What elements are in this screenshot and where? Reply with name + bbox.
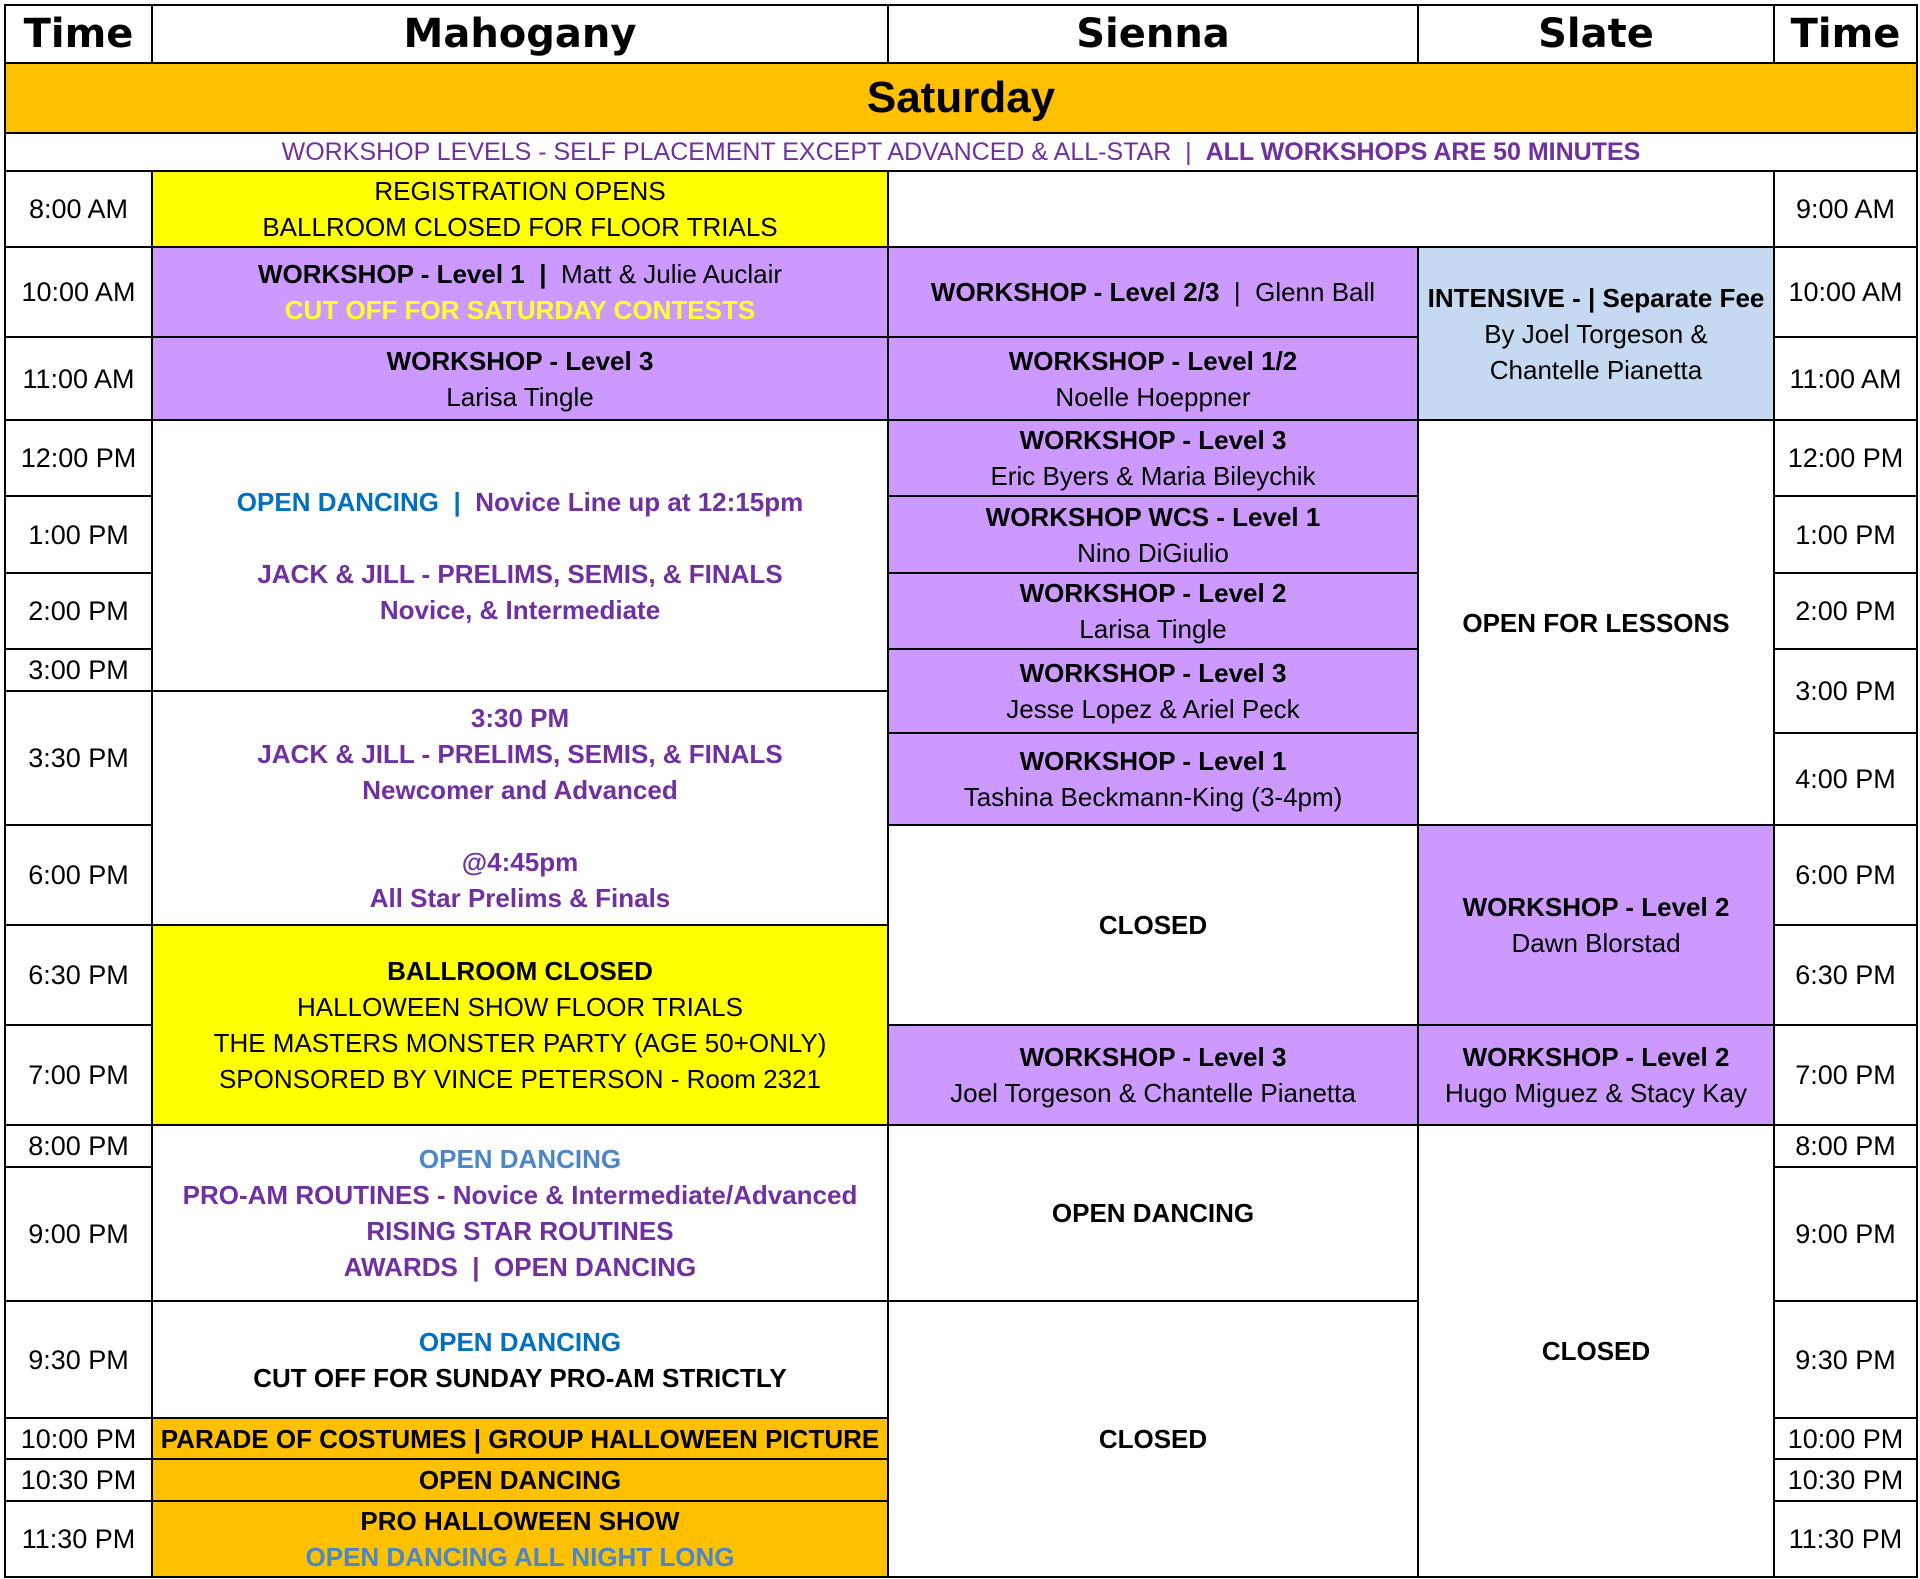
workshop-level3-block [888, 420, 1418, 496]
instructor: Tashina Beckmann-King (3-4pm) [963, 782, 1343, 812]
instructor: Noelle Hoeppner [1055, 381, 1251, 412]
time-right-cell: 6:30 PM [1774, 925, 1917, 1025]
time-right-cell: 6:00 PM [1774, 825, 1917, 925]
time-left-cell: 8:00 PM [5, 1125, 152, 1167]
workshop-level3-block [888, 1025, 1418, 1125]
ballroom-closed-block [152, 925, 888, 1125]
time-left-cell: 11:00 AM [5, 337, 152, 420]
jack-jill-levels: Novice, & Intermediate [379, 594, 661, 625]
ballroom-closed-title: BALLROOM CLOSED [387, 956, 653, 986]
novice-lineup: Novice Line up at 12:15pm [475, 486, 804, 517]
time-right-cell: 2:00 PM [1774, 573, 1917, 649]
time-right-cell: 8:00 PM [1774, 1125, 1917, 1167]
header-mahogany: Mahogany [152, 5, 888, 63]
workshop-title: WORKSHOP - Level 2 [1462, 892, 1730, 922]
instructor: Hugo Miguez & Stacy Kay [1444, 1078, 1748, 1108]
time-left-cell: 10:00 AM [5, 247, 152, 337]
workshop-title: WORKSHOP - Level 2 [1462, 1042, 1730, 1072]
instructor: Nino DiGiulio [1077, 537, 1229, 568]
note-separator: | [1185, 138, 1192, 166]
header-time-right: Time [1774, 5, 1917, 63]
evening-routines-block [152, 1125, 888, 1301]
time-left-cell: 10:00 PM [5, 1418, 152, 1459]
workshop-title: WORKSHOP - Level 2 [1019, 578, 1287, 608]
registration-block [152, 171, 888, 247]
pro-am-routines: PRO-AM ROUTINES - Novice & Intermediate/Advanced [182, 1180, 858, 1210]
workshop-level3-block [152, 337, 888, 420]
ballroom-closed-line-4: SPONSORED BY VINCE PETERSON - Room 2321 [218, 1064, 822, 1094]
instructor: Joel Torgeson & Chantelle Pianetta [950, 1078, 1356, 1108]
jack-jill-evening-block [152, 691, 888, 925]
time-right-cell: 1:00 PM [1774, 496, 1917, 573]
header-slate: Slate [1418, 5, 1774, 63]
time-right-cell: 11:00 AM [1774, 337, 1917, 420]
open-dancing-label-2: OPEN DANCING [494, 1252, 697, 1282]
sienna-closed-block: CLOSED [888, 825, 1418, 1025]
time-right-cell: 9:30 PM [1774, 1301, 1917, 1418]
workshop-note [5, 133, 1917, 171]
time-right-cell: 9:00 AM [1774, 171, 1917, 247]
workshop-title: WORKSHOP - Level 1/2 [1008, 345, 1298, 376]
workshop-title: WORKSHOP WCS - Level 1 [985, 501, 1321, 532]
instructor: Larisa Tingle [1079, 614, 1227, 644]
all-star-label: All Star Prelims & Finals [369, 883, 671, 913]
time-left-cell: 3:30 PM [5, 691, 152, 825]
workshop-level2-block [1418, 825, 1774, 1025]
jack-jill-levels: Newcomer and Advanced [362, 775, 678, 805]
workshop-level23-block [888, 247, 1418, 337]
open-dancing-jack-jill-block [152, 420, 888, 691]
time-left-cell: 2:00 PM [5, 573, 152, 649]
jack-jill-label: JACK & JILL - PRELIMS, SEMIS, & FINALS [257, 739, 783, 769]
note-levels: WORKSHOP LEVELS - SELF PLACEMENT EXCEPT ADVANCED & ALL-STAR [281, 138, 1172, 166]
sienna-closed-block: CLOSED [888, 1301, 1418, 1577]
workshop-title: WORKSHOP - Level 3 [1019, 425, 1287, 455]
workshop-level12-block [888, 337, 1418, 420]
time-right-cell: 11:30 PM [1774, 1501, 1917, 1577]
workshop-title: WORKSHOP - Level 3 [386, 345, 654, 376]
separator: | [453, 486, 461, 517]
header-time-left: Time [5, 5, 152, 63]
schedule-table [4, 4, 1918, 1578]
instructor: Jesse Lopez & Ariel Peck [1006, 694, 1300, 724]
time-left-cell: 10:30 PM [5, 1459, 152, 1501]
slate-closed-block: CLOSED [1418, 1125, 1774, 1577]
time-left-cell: 7:00 PM [5, 1025, 152, 1125]
time-right-cell: 10:30 PM [1774, 1459, 1917, 1501]
instructor: Eric Byers & Maria Bileychik [990, 461, 1316, 491]
open-dancing-block: OPEN DANCING [152, 1459, 888, 1501]
parade-of-costumes-block: PARADE OF COSTUMES | GROUP HALLOWEEN PICTURE [152, 1418, 888, 1459]
time-left-cell: 6:30 PM [5, 925, 152, 1025]
time-right-cell: 4:00 PM [1774, 733, 1917, 825]
time-right-cell: 10:00 AM [1774, 247, 1917, 337]
day-banner: Saturday [5, 63, 1917, 133]
intensive-line-2: By Joel Torgeson & [1484, 318, 1708, 349]
time-left-cell: 9:00 PM [5, 1167, 152, 1301]
time-left-cell: 6:00 PM [5, 825, 152, 925]
workshop-level2-block [1418, 1025, 1774, 1125]
time-right-cell: 9:00 PM [1774, 1167, 1917, 1301]
workshop-level1-block [152, 247, 888, 337]
time-left-cell: 11:30 PM [5, 1501, 152, 1577]
separator: | [1233, 277, 1241, 307]
time-left-cell: 8:00 AM [5, 171, 152, 247]
registration-line-2: BALLROOM CLOSED FOR FLOOR TRIALS [262, 212, 778, 242]
workshop-title: WORKSHOP - Level 3 [1019, 1042, 1287, 1072]
workshop-title: WORKSHOP - Level 1 [257, 259, 525, 289]
registration-line-1: REGISTRATION OPENS [374, 176, 666, 206]
instructor: Glenn Ball [1255, 277, 1376, 307]
late-open-dancing-block [152, 1301, 888, 1418]
note-duration: ALL WORKSHOPS ARE 50 MINUTES [1205, 138, 1641, 166]
header-sienna: Sienna [888, 5, 1418, 63]
open-dancing-label: OPEN DANCING [418, 1144, 622, 1174]
rising-star-routines: RISING STAR ROUTINES [366, 1216, 674, 1246]
time-left-cell: 1:00 PM [5, 496, 152, 573]
open-dancing-label: OPEN DANCING [418, 1326, 622, 1357]
workshop-level2-block [888, 573, 1418, 649]
time-left-cell: 3:00 PM [5, 649, 152, 691]
time-right-cell: 7:00 PM [1774, 1025, 1917, 1125]
workshop-title: WORKSHOP - Level 1 [1019, 746, 1287, 776]
cutoff-note: CUT OFF FOR SATURDAY CONTESTS [284, 295, 756, 325]
ballroom-closed-line-2: HALLOWEEN SHOW FLOOR TRIALS [297, 992, 743, 1022]
instructor: Larisa Tingle [446, 381, 594, 412]
separator: | [472, 1252, 480, 1282]
instructor: Matt & Julie Auclair [560, 259, 783, 289]
time-right-cell: 3:00 PM [1774, 649, 1917, 733]
intensive-block [1418, 247, 1774, 420]
workshop-wcs-block [888, 496, 1418, 573]
jack-jill-time: 3:30 PM [470, 703, 570, 733]
workshop-level3-block [888, 649, 1418, 733]
time-left-cell: 12:00 PM [5, 420, 152, 496]
empty-cell [888, 171, 1774, 247]
intensive-line-3: Chantelle Pianetta [1489, 354, 1703, 385]
time-right-cell: 10:00 PM [1774, 1418, 1917, 1459]
separator: | [539, 259, 547, 289]
pro-show-title: PRO HALLOWEEN SHOW [360, 1506, 680, 1536]
workshop-level1-block [888, 733, 1418, 825]
workshop-title: WORKSHOP - Level 3 [1019, 658, 1287, 688]
instructor: Dawn Blorstad [1511, 928, 1681, 958]
ballroom-closed-line-3: THE MASTERS MONSTER PARTY (AGE 50+ONLY) [213, 1028, 827, 1058]
workshop-title: WORKSHOP - Level 2/3 [930, 277, 1220, 307]
intensive-title: INTENSIVE - | Separate Fee [1427, 282, 1765, 313]
time-right-cell: 12:00 PM [1774, 420, 1917, 496]
pro-show-subtitle: OPEN DANCING ALL NIGHT LONG [305, 1542, 735, 1572]
pro-halloween-show-block [152, 1501, 888, 1577]
open-dancing-label: OPEN DANCING [236, 486, 440, 517]
jack-jill-label: JACK & JILL - PRELIMS, SEMIS, & FINALS [257, 558, 783, 589]
awards-label: AWARDS [343, 1252, 458, 1282]
cutoff-note: CUT OFF FOR SUNDAY PRO-AM STRICTLY [253, 1362, 787, 1393]
all-star-time: @4:45pm [461, 847, 579, 877]
sienna-open-dancing-block: OPEN DANCING [888, 1125, 1418, 1301]
time-left-cell: 9:30 PM [5, 1301, 152, 1418]
open-for-lessons-block: OPEN FOR LESSONS [1418, 420, 1774, 825]
